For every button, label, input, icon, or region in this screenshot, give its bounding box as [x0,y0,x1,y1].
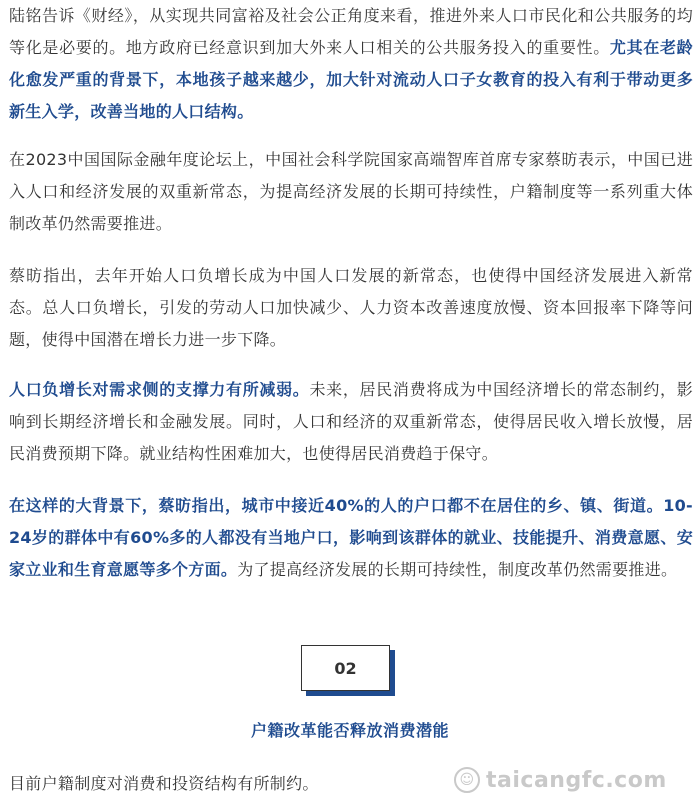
paragraph-6-text: 目前户籍制度对消费和投资结构有所制约。 [9,774,319,793]
paragraph-1-text: 陆铭告诉《财经》，从实现共同富裕及社会公正角度来看，推进外来人口市民化和公共服务的均等化是必要的。地方政府已经意识到加大外来人口相关的公共服务投入的重要性。 [9,6,693,57]
paragraph-5 [9,490,693,586]
section-number: 02 [301,645,390,691]
paragraph-1-highlight: 尤其在老龄化愈发严重的背景下，本地孩子越来越少，加大针对流动人口子女教育的投入有利于带动更多新生入学，改善当地的人口结构。 [9,38,693,121]
paragraph-3-text: 蔡昉指出，去年开始人口负增长成为中国人口发展的新常态，也使得中国经济发展进入新常态。总人口负增长，引发的劳动人口加快减少、人力资本改善速度放慢、资本回报率下降等问题，使得中国潜在增长力进一步下降。 [9,266,693,349]
paragraph-2 [9,144,693,240]
smile-icon: ☺ [454,767,480,793]
watermark [454,764,667,796]
paragraph-5-highlight: 在这样的大背景下，蔡昉指出，城市中接近40%的人的户口都不在居住的乡、镇、街道。10-24岁的群体中有60%多的人都没有当地户口，影响到该群体的就业、技能提升、消费意愿、安家立业和生育意愿等多个方面。 [9,496,693,579]
section-heading: 户籍改革能否释放消费潜能 [250,721,449,740]
paragraph-4-text: 未来，居民消费将成为中国经济增长的常态制约，影响到长期经济增长和金融发展。同时，人口和经济的双重新常态，使得居民收入增长放慢，居民消费预期下降。就业结构性困难加大，也使得居民消费趋于保守。 [9,380,693,463]
paragraph-2-text: 在2023中国国际金融年度论坛上，中国社会科学院国家高端智库首席专家蔡昉表示，中国已进入人口和经济发展的双重新常态，为提高经济发展的长期可持续性，户籍制度等一系列重大体制改革仍然需要推进。 [9,150,693,233]
paragraph-4 [9,374,693,470]
watermark-text: taicangfc.com [486,767,667,793]
paragraph-5-text: 为了提高经济发展的长期可持续性，制度改革仍然需要推进。 [237,560,678,579]
section-number-badge [301,645,397,697]
paragraph-4-highlight: 人口负增长对需求侧的支撑力有所减弱。 [9,380,310,399]
paragraph-1 [9,0,693,128]
paragraph-3 [9,260,693,356]
